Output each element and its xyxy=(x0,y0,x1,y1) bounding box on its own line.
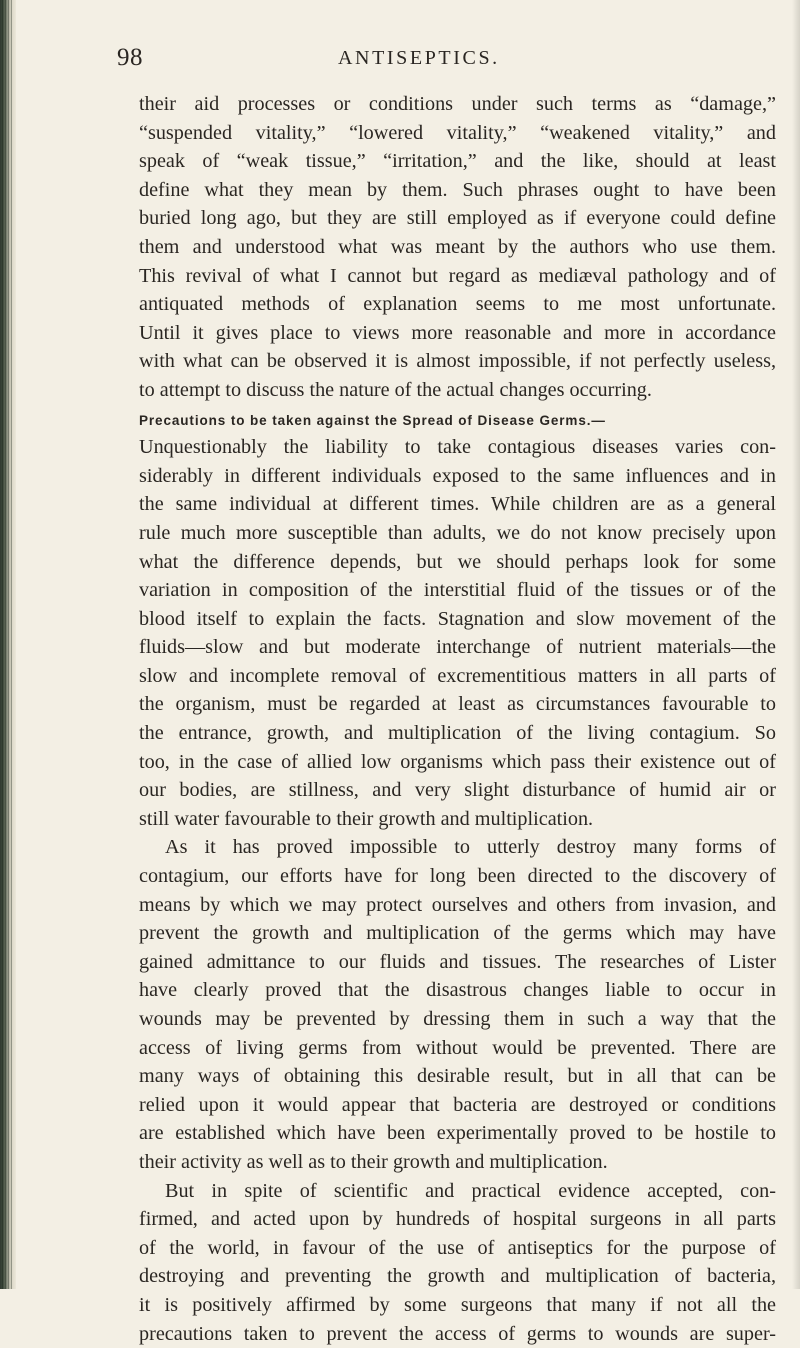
book-binding-edge xyxy=(0,0,16,1289)
text-line: the organism, must be regarded at least as circumstances favourable to xyxy=(139,693,776,716)
section-heading-line xyxy=(139,405,776,434)
text-line: their aid processes or conditions under such terms as “damage,” xyxy=(139,93,776,115)
text-line: firmed, and acted upon by hundreds of hospital surgeons in all parts xyxy=(139,1208,776,1231)
text-line: This revival of what I cannot but regard as mediæval pathology and of xyxy=(139,264,776,287)
text-line: many ways of obtaining this desirable result, but in all that can be xyxy=(139,1065,776,1088)
text-line: are established which have been experimentally proved to be hostile to xyxy=(139,1122,776,1145)
text-line: gained admittance to our fluids and tissues. The researches of Lister xyxy=(139,950,776,973)
text-line: contagium, our efforts have for long been directed to the discovery of xyxy=(139,865,776,888)
text-line: the entrance, growth, and multiplication of the living contagium. So xyxy=(139,722,776,745)
text-line: wounds may be prevented by dressing them in such a way that the xyxy=(139,1008,776,1030)
text-line: rule much more susceptible than adults, we do not know precisely upon xyxy=(139,521,776,544)
text-line: fluids—slow and but moderate interchange of nutrient materials—the xyxy=(139,636,776,659)
text-line: Unquestionably the liability to take contagious diseases varies con- xyxy=(139,436,776,459)
text-line: slow and incomplete removal of excrementitious matters in all parts of xyxy=(139,664,776,687)
text-line: “suspended vitality,” “lowered vitality,” “weakened vitality,” and xyxy=(139,121,776,144)
text-line: too, in the case of allied low organisms which pass their existence out of xyxy=(139,750,776,773)
text-line: them and understood what was meant by the authors who use them. xyxy=(139,235,776,258)
text-line: the same individual at different times. While children are as a general xyxy=(139,493,776,516)
text-line: of the world, in favour of the use of antiseptics for the purpose of xyxy=(139,1236,776,1259)
text-line: still water favourable to their growth and multiplication. xyxy=(139,807,594,830)
page-edge-shadow xyxy=(792,0,800,1289)
text-line: to attempt to discuss the nature of the actual changes occurring. xyxy=(139,378,652,401)
text-line: their activity as well as to their growth and multiplication. xyxy=(139,1150,608,1173)
section-side-heading: Precautions to be taken against the Spread of Disease Germs.— xyxy=(139,412,606,428)
text-line: siderably in different individuals exposed to the same influences and in xyxy=(139,464,776,487)
page-number: 98 xyxy=(117,44,143,71)
text-line: it is positively affirmed by some surgeons that many if not all the xyxy=(139,1293,776,1316)
text-line: define what they mean by them. Such phrases ought to have been xyxy=(139,178,776,201)
body-text xyxy=(139,90,776,1348)
text-line: blood itself to explain the facts. Stagnation and slow movement of the xyxy=(139,607,776,630)
text-line: what the difference depends, but we should perhaps look for some xyxy=(139,550,776,573)
text-line: variation in composition of the interstitial fluid of the tissues or of the xyxy=(139,579,776,602)
binding-texture xyxy=(2,0,12,1289)
text-line: destroying and preventing the growth and multiplication of bacteria, xyxy=(139,1265,776,1288)
text-line: antiquated methods of explanation seems to me most unfortunate. xyxy=(139,293,776,316)
text-line: As it has proved impossible to utterly destroy many forms of xyxy=(165,836,776,859)
text-line: prevent the growth and multiplication of the germs which may have xyxy=(139,922,776,945)
text-line: access of living germs from without would be prevented. There are xyxy=(139,1036,776,1059)
running-title: ANTISEPTICS. xyxy=(338,47,500,69)
text-line: with what can be observed it is almost impossible, if not perfectly useless, xyxy=(139,350,776,373)
text-line: our bodies, are stillness, and very slight disturbance of humid air or xyxy=(139,779,776,802)
text-line: relied upon it would appear that bacteria are destroyed or conditions xyxy=(139,1093,776,1116)
text-line: buried long ago, but they are still employed as if everyone could define xyxy=(139,207,776,230)
text-line: have clearly proved that the disastrous changes liable to occur in xyxy=(139,979,776,1002)
page-header xyxy=(0,44,800,74)
text-line: Until it gives place to views more reasonable and more in accordance xyxy=(139,321,776,344)
text-line: But in spite of scientific and practical evidence accepted, con- xyxy=(165,1179,776,1202)
text-line: precautions taken to prevent the access of germs to wounds are super- xyxy=(139,1322,776,1345)
text-line: speak of “weak tissue,” “irritation,” and the like, should at least xyxy=(139,150,776,173)
text-line: means by which we may protect ourselves and others from invasion, and xyxy=(139,893,776,916)
